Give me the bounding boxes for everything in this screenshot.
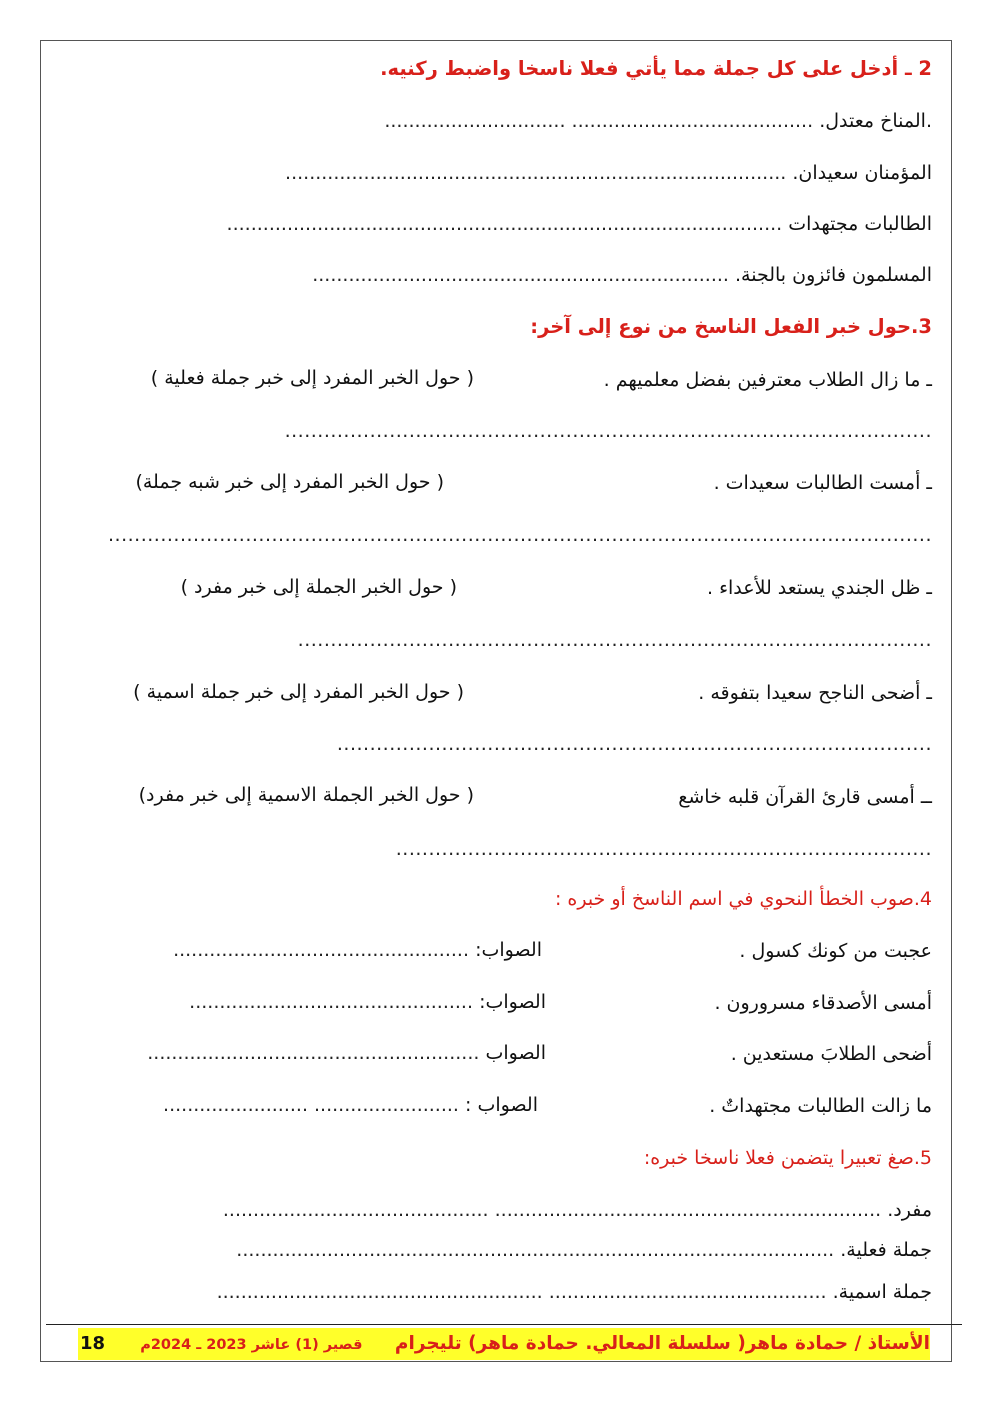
q4-item-2-answer <box>189 989 546 1015</box>
q3-item-4-sentence: ـ أضحى الناجح سعيدا بتفوقه . <box>698 682 932 704</box>
answer-line: .............................................................................................................................. <box>108 524 932 546</box>
q4-item-4-answer <box>163 1092 538 1118</box>
q4-heading: 4.صوب الخطأ النحوي في اسم الناسخ أو خبره : <box>554 888 932 910</box>
q5-item-3 <box>217 1279 932 1305</box>
q5-item-text: جملة اسمية. <box>832 1281 932 1303</box>
q3-item-1-hint: ( حول الخبر المفرد إلى خبر جملة فعلية ) <box>150 367 474 389</box>
q3-item-2-hint: ( حول الخبر المفرد إلى خبر شبه جملة) <box>135 471 444 493</box>
answer-line: ................................................................ ............................................ <box>222 1199 882 1221</box>
footer-author: الأستاذ / حمادة ماهر( سلسلة المعالي. حمادة ماهر) تليجرام <box>394 1333 930 1354</box>
q2-item-text: المؤمنان سعيدان. <box>792 162 932 184</box>
answer-line: ............................................................................................ <box>226 213 783 235</box>
answer-line: ............................................... <box>189 991 474 1013</box>
q4-item-3-answer <box>147 1040 546 1066</box>
answer-line: ................................................................................................. <box>297 629 932 651</box>
answer-line: ..................................................................... <box>312 264 729 286</box>
q5-heading: 5.صغ تعبيرا يتضمن فعلا ناسخا خبره: <box>643 1147 932 1169</box>
q4-item-2-sentence: أمسى الأصدقاء مسرورون . <box>714 992 932 1014</box>
answer-line: ........................................ .............................. <box>384 110 814 132</box>
answer-line: ................................................................................................... <box>236 1239 835 1261</box>
answer-label: الصواب: <box>479 991 546 1013</box>
q4-item-4-sentence: ما زالت الطالبات مجتهداتٌ . <box>709 1095 932 1117</box>
q2-item-3 <box>227 211 932 237</box>
footer-credit <box>140 1331 930 1358</box>
q3-item-1-sentence: ـ ما زال الطلاب معترفين بفضل معلميهم . <box>603 369 932 391</box>
q3-item-3-hint: ( حول الخبر الجملة إلى خبر مفرد ) <box>180 576 457 598</box>
answer-label: الصواب <box>485 1042 546 1064</box>
q2-item-2 <box>285 160 932 186</box>
answer-line: ................................................................................... <box>285 162 787 184</box>
q2-item-text: .المناخ معتدل. <box>819 110 932 132</box>
q2-item-text: الطالبات مجتهدات <box>788 213 932 235</box>
q3-item-5-sentence: ــ أمسى قارئ القرآن قلبه خاشع <box>678 786 932 808</box>
q3-item-5-hint: ( حول الخبر الجملة الاسمية إلى خبر مفرد) <box>138 784 474 806</box>
q3-heading: 3.حول خبر الفعل الناسخ من نوع إلى آخر: <box>530 315 932 338</box>
q2-heading: 2 ـ أدخل على كل جملة مما يأتي فعلا ناسخا واضبط ركنيه. <box>380 57 932 80</box>
q3-item-4-hint: ( حول الخبر المفرد إلى خبر جملة اسمية ) <box>133 681 464 703</box>
answer-line: ....................................................... <box>147 1042 480 1064</box>
answer-line: .............................................. ...................................................... <box>216 1281 827 1303</box>
q3-item-3-sentence: ـ ظل الجندي يستعد للأعداء . <box>707 577 932 599</box>
page-number: 18 <box>80 1333 106 1354</box>
answer-label: الصواب: <box>475 939 542 961</box>
q3-item-2-sentence: ـ أمست الطالبات سعيدات . <box>713 472 932 494</box>
q2-item-4 <box>312 262 932 288</box>
q4-item-1-sentence: عجبت من كونك كسول . <box>739 940 932 962</box>
q5-item-1 <box>223 1197 932 1223</box>
answer-line: ........................ ........................ <box>163 1094 459 1116</box>
q4-item-1-answer <box>173 937 542 963</box>
answer-line: ................................................................................................... <box>284 420 932 442</box>
answer-line: ........................................................................................... <box>336 733 932 755</box>
q5-item-2 <box>236 1237 932 1263</box>
footer-course: قصير (1) عاشر 2023 ـ 2024م <box>140 1337 363 1353</box>
footer-divider <box>46 1324 962 1325</box>
q2-item-1 <box>384 108 932 134</box>
q4-item-3-sentence: أضحى الطلابَ مستعدين . <box>730 1043 932 1065</box>
answer-line: ................................................. <box>173 939 470 961</box>
q5-item-text: جملة فعلية. <box>840 1239 932 1261</box>
q5-item-text: مفرد. <box>887 1199 932 1221</box>
q2-item-text: المسلمون فائزون بالجنة. <box>735 264 932 286</box>
answer-label: الصواب : <box>465 1094 538 1116</box>
answer-line: .................................................................................. <box>395 838 932 860</box>
